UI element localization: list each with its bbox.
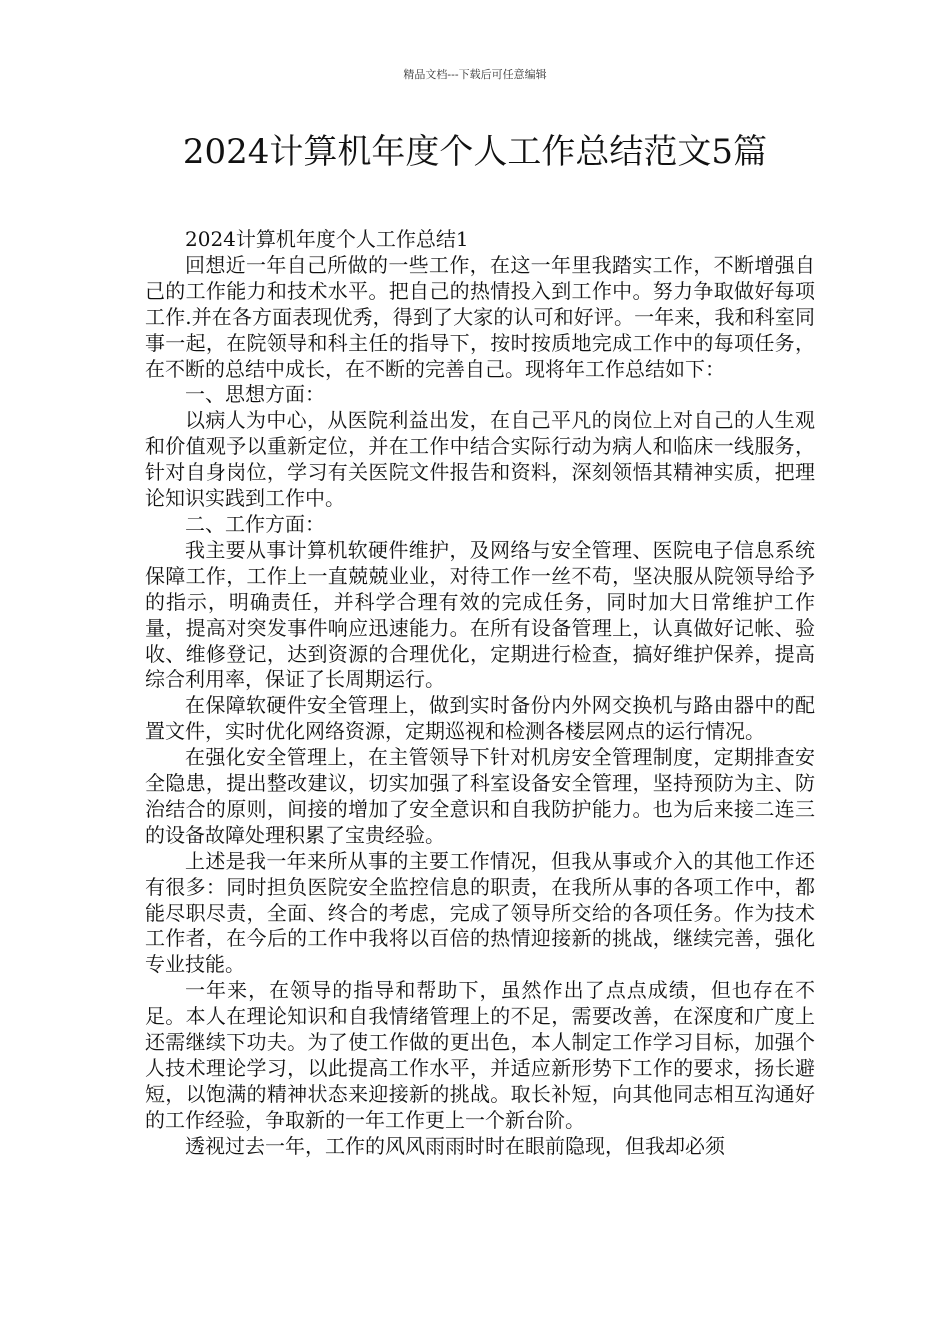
body-paragraph: 在保障软硬件安全管理上，做到实时备份内外网交换机与路由器中的配置文件，实时优化网络资源，定期巡视和检测各楼层网点的运行情况。 (145, 693, 815, 744)
section-heading: 2024计算机年度个人工作总结1 (185, 227, 469, 251)
document-body (145, 227, 815, 1160)
body-paragraph: 透视过去一年，工作的风风雨雨时时在眼前隐现，但我却必须 (185, 1133, 725, 1158)
body-paragraph: 回想近一年自己所做的一些工作，在这一年里我踏实工作，不断增强自己的工作能力和技术水平。把自己的热情投入到工作中。努力争取做好每项工作.并在各方面表现优秀，得到了大家的认可和好评。一年来，我和科室同事一起，在院领导和科主任的指导下，按时按质地完成工作中的每项任务，在不断的总结中成长，在不断的完善自己。现将年工作总结如下： (145, 252, 815, 381)
body-paragraph: 上述是我一年来所从事的主要工作情况，但我从事或介入的其他工作还有很多：同时担负医院安全监控信息的职责，在我所从事的各项工作中，都能尽职尽责，全面、终合的考虑，完成了领导所交给的各项任务。作为技术工作者，在今后的工作中我将以百倍的热情迎接新的挑战，继续完善，强化专业技能。 (145, 848, 815, 977)
body-paragraph: 我主要从事计算机软硬件维护，及网络与安全管理、医院电子信息系统保障工作，工作上一直兢兢业业，对待工作一丝不苟，坚决服从院领导给予的指示，明确责任，并科学合理有效的完成任务，同时加大日常维护工作量，提高对突发事件响应迅速能力。在所有设备管理上，认真做好记帐、验收、维修登记，达到资源的合理优化，定期进行检查，搞好维护保养，提高综合利用率，保证了长周期运行。 (145, 537, 815, 692)
subsection-heading: 一、思想方面： (185, 382, 325, 407)
subsection-heading: 二、工作方面： (185, 511, 325, 536)
document-title: 2024计算机年度个人工作总结范文5篇 (182, 132, 768, 172)
body-paragraph: 在强化安全管理上，在主管领导下针对机房安全管理制度，定期排查安全隐患，提出整改建议，切实加强了科室设备安全管理，坚持预防为主、防治结合的原则，间接的增加了安全意识和自我防护能力。也为后来接二连三的设备故障处理积累了宝贵经验。 (145, 745, 815, 847)
body-paragraph: 以病人为中心，从医院利益出发，在自己平凡的岗位上对自己的人生观和价值观予以重新定位，并在工作中结合实际行动为病人和临床一线服务，针对自身岗位，学习有关医院文件报告和资料，深刻领悟其精神实质，把理论知识实践到工作中。 (145, 408, 815, 511)
header-note: 精品文档---下载后可任意编辑 (403, 68, 547, 81)
body-paragraph: 一年来，在领导的指导和帮助下，虽然作出了点点成绩，但也存在不足。本人在理论知识和自我情绪管理上的不足，需要改善，在深度和广度上还需继续下功夫。为了使工作做的更出色，本人制定工作学习目标，加强个人技术理论学习，以此提高工作水平，并适应新形势下工作的要求，扬长避短，以饱满的精神状态来迎接新的挑战。取长补短，向其他同志相互沟通好的工作经验，争取新的一年工作更上一个新台阶。 (145, 978, 815, 1132)
